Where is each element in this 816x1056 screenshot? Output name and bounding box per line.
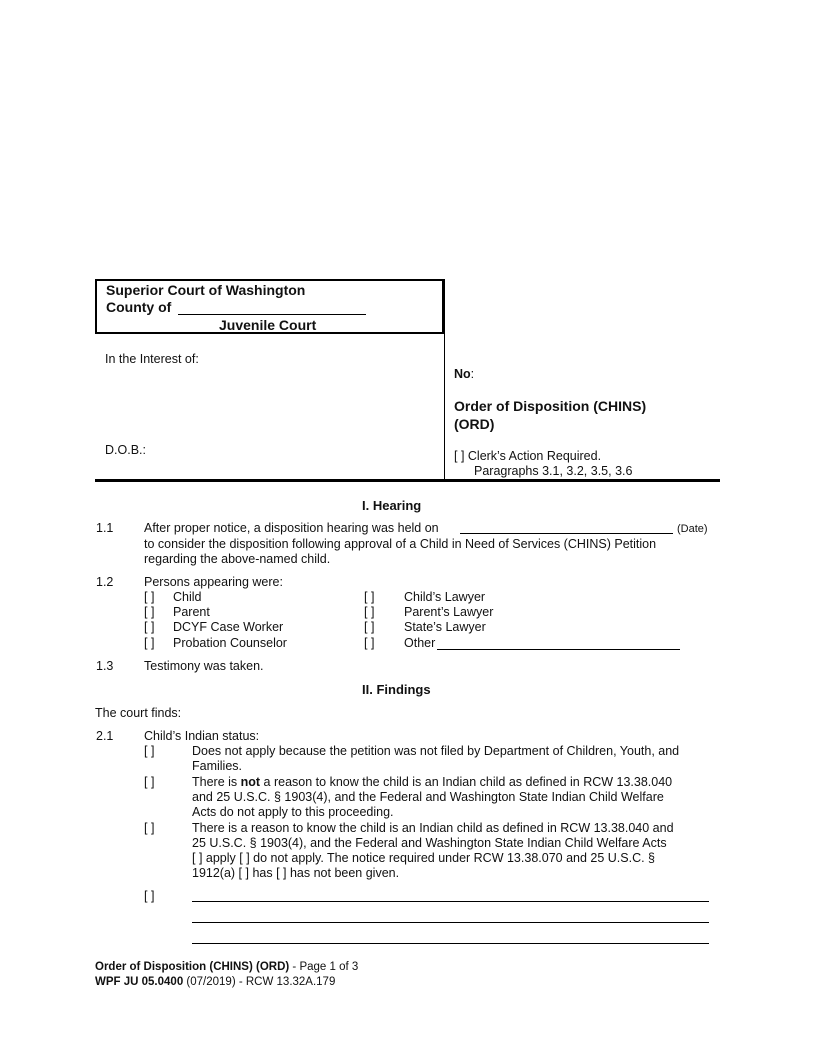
footer-page-number: - Page 1 of 3 (289, 961, 359, 973)
dob-label: D.O.B.: (105, 443, 146, 457)
hearing-purpose-text-cont: regarding the above-named child. (144, 552, 331, 566)
hearing-purpose-text: to consider the disposition following approval of a Child in Need of Services (CHINS) Petition (144, 537, 657, 551)
findings-heading: II. Findings (362, 682, 431, 697)
indian-status-option-text: and 25 U.S.C. § 1903(4), and the Federal and Washington State Indian Child Welfare (192, 790, 664, 804)
indian-status-option-text: 25 U.S.C. § 1903(4), and the Federal and Washington State Indian Child Welfare Acts (192, 836, 667, 850)
checkbox[interactable]: [ ] (144, 775, 155, 789)
hearing-date-text: After proper notice, a disposition hearing was held on (144, 521, 439, 535)
indian-status-option-text: There is a reason to know the child is an Indian child as defined in RCW 13.38.040 and (192, 821, 674, 835)
checkbox[interactable]: [ ] (144, 744, 155, 758)
document-title: Order of Disposition (CHINS) (454, 398, 647, 414)
checkbox[interactable]: [ ] (144, 636, 155, 650)
indian-status-option-text: 1912(a) [ ] has [ ] has not been given. (192, 866, 400, 880)
interest-label: In the Interest of: (105, 352, 199, 366)
checkbox[interactable]: [ ] (144, 590, 155, 604)
option-text-part: There is (192, 775, 241, 789)
testimony-text: Testimony was taken. (144, 659, 264, 673)
para-number: 1.1 (96, 521, 114, 535)
person-parents-lawyer: Parent’s Lawyer (404, 605, 494, 619)
court-name: Superior Court of Washington (106, 282, 306, 298)
indian-status-label: Child’s Indian status: (144, 729, 260, 743)
court-finds-label: The court finds: (95, 706, 182, 720)
persons-appearing-label: Persons appearing were: (144, 575, 283, 589)
caption-bottom-rule (95, 479, 720, 482)
other-finding-blank[interactable] (192, 922, 709, 923)
document-title-code: (ORD) (454, 416, 495, 432)
hearing-date-blank[interactable] (460, 533, 673, 534)
county-blank-line[interactable] (178, 314, 366, 315)
clerk-action-paragraphs: Paragraphs 3.1, 3.2, 3.5, 3.6 (474, 464, 633, 478)
court-division: Juvenile Court (219, 317, 317, 333)
person-childs-lawyer: Child’s Lawyer (404, 590, 486, 604)
person-probation-counselor: Probation Counselor (173, 636, 287, 650)
checkbox[interactable]: [ ] (364, 590, 375, 604)
case-number-label (454, 367, 474, 381)
case-number-colon: : (470, 367, 475, 381)
county-label: County of (106, 299, 172, 315)
checkbox[interactable]: [ ] (144, 889, 155, 903)
person-dcyf-case-worker: DCYF Case Worker (173, 620, 284, 634)
para-number: 1.2 (96, 575, 114, 589)
para-number: 2.1 (96, 729, 114, 743)
checkbox[interactable]: [ ] (364, 605, 375, 619)
indian-status-option-text: Does not apply because the petition was not filed by Department of Children, Youth, and (192, 744, 680, 758)
checkbox[interactable]: [ ] (364, 636, 375, 650)
hearing-heading: I. Hearing (362, 498, 422, 513)
footer-form-number (95, 976, 335, 988)
para-number: 1.3 (96, 659, 114, 673)
person-states-lawyer: State’s Lawyer (404, 620, 486, 634)
other-person-blank[interactable] (437, 649, 680, 650)
caption-divider (444, 279, 445, 480)
case-number-label-text: No (454, 367, 471, 381)
other-finding-blank[interactable] (192, 901, 709, 902)
clerk-action-checkbox[interactable]: [ ] Clerk’s Action Required. (454, 449, 602, 463)
indian-status-option-text (192, 775, 672, 791)
person-child: Child (173, 590, 202, 604)
checkbox[interactable]: [ ] (364, 620, 375, 634)
indian-status-option-text: [ ] apply [ ] do not apply. The notice required under RCW 13.38.070 and 25 U.S.C. § (192, 851, 656, 865)
option-text-emphasis: not (240, 775, 261, 789)
checkbox[interactable]: [ ] (144, 620, 155, 634)
footer-form-title (95, 961, 358, 973)
person-parent: Parent (173, 605, 210, 619)
indian-status-option-text: Families. (192, 759, 243, 773)
date-label: (Date) (677, 523, 708, 535)
option-text-part: a reason to know the child is an Indian child as defined in RCW 13.38.040 (260, 775, 673, 789)
footer-form-citation: (07/2019) - RCW 13.32A.179 (183, 976, 336, 988)
person-other: Other (404, 636, 436, 650)
other-finding-blank[interactable] (192, 943, 709, 944)
footer-form-code: WPF JU 05.0400 (95, 976, 184, 988)
checkbox[interactable]: [ ] (144, 605, 155, 619)
checkbox[interactable]: [ ] (144, 821, 155, 835)
indian-status-option-text: Acts do not apply to this proceeding. (192, 805, 394, 819)
footer-title-bold: Order of Disposition (CHINS) (ORD) (95, 961, 290, 973)
